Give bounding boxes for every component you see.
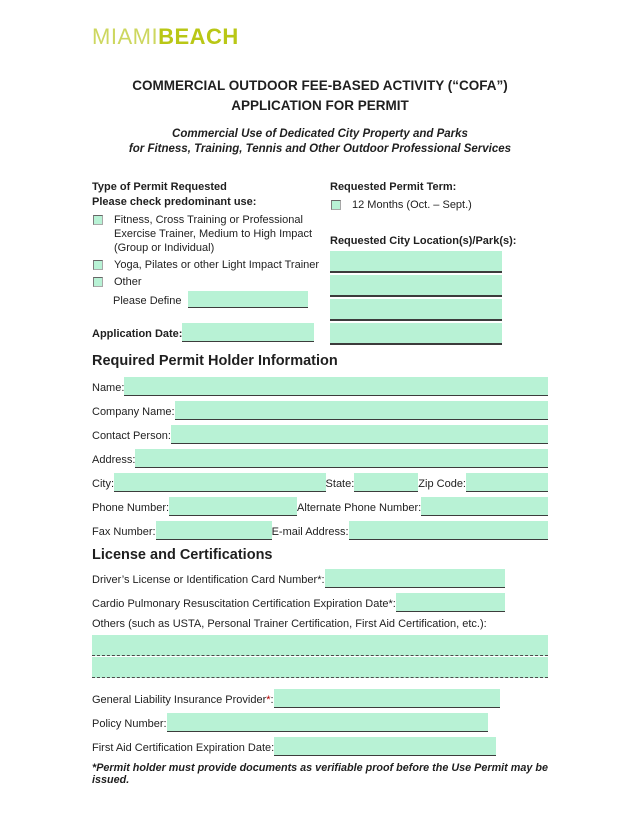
phone-row: [92, 492, 548, 516]
liability-provider-label: General Liability Insurance Provider*:: [92, 694, 274, 706]
checkbox-option-label: Yoga, Pilates or other Light Impact Trainer: [114, 259, 320, 271]
alt-phone-label: Alternate Phone Number:: [297, 502, 422, 514]
holder-info-section: [92, 352, 548, 540]
checkbox-option-label: Fitness, Cross Training or Professional Exercise Trainer, Medium to High Impact (Group or Individual): [114, 214, 313, 254]
required-asterisk: *: [266, 694, 271, 706]
location-field-3[interactable]: [330, 299, 502, 321]
state-label: State:: [325, 478, 355, 490]
form-title-line2: APPLICATION FOR PERMIT: [231, 98, 409, 113]
permit-term-section: [330, 180, 548, 345]
company-name-label: Company Name:: [92, 406, 175, 418]
zip-label: Zip Code:: [418, 478, 466, 490]
liability-provider-row: [92, 684, 548, 708]
drivers-license-label: Driver’s License or Identification Card Number*:: [92, 574, 325, 586]
form-subtitle: [0, 127, 640, 157]
policy-number-row: [92, 708, 548, 732]
form-subtitle-line1: Commercial Use of Dedicated City Property and Parks: [172, 128, 468, 140]
fax-email-row: [92, 516, 548, 540]
email-field[interactable]: [349, 521, 548, 540]
policy-number-label: Policy Number:: [92, 718, 167, 730]
address-label: Address:: [92, 454, 136, 466]
please-define-field[interactable]: [188, 291, 308, 308]
drivers-license-field[interactable]: [325, 569, 505, 588]
name-row: [92, 372, 548, 396]
locations-heading: Requested City Location(s)/Park(s):: [330, 235, 517, 247]
permit-selection-area: [92, 180, 548, 345]
checkbox-other[interactable]: [93, 277, 103, 287]
first-aid-expiration-field[interactable]: [274, 737, 496, 756]
please-define-row: [113, 291, 330, 308]
permit-term-option: [330, 198, 548, 212]
form-title-line1: COMMERCIAL OUTDOOR FEE-BASED ACTIVITY (“COFA”): [132, 78, 508, 93]
logo-beach-text: BEACH: [158, 24, 239, 49]
contact-person-row: [92, 420, 548, 444]
contact-person-label: Contact Person:: [92, 430, 171, 442]
please-define-label: Please Define: [113, 295, 182, 307]
drivers-license-row: [92, 564, 548, 588]
location-field-1[interactable]: [330, 251, 502, 273]
zip-field[interactable]: [466, 473, 548, 492]
checkbox-option-label: Other: [114, 276, 142, 288]
permit-option-yoga: [92, 258, 330, 272]
phone-field[interactable]: [169, 497, 297, 516]
name-label: Name:: [92, 382, 125, 394]
others-field-line-2[interactable]: [92, 657, 548, 678]
checkbox-fitness[interactable]: [93, 215, 103, 225]
application-date-row: [92, 318, 330, 342]
contact-person-field[interactable]: [171, 425, 548, 444]
state-field[interactable]: [354, 473, 418, 492]
policy-number-field[interactable]: [167, 713, 488, 732]
checkbox-option-label: 12 Months (Oct. – Sept.): [352, 199, 472, 211]
license-section: [92, 546, 548, 756]
alt-phone-field[interactable]: [421, 497, 548, 516]
email-label: E-mail Address:: [271, 526, 349, 538]
miami-beach-logo: [92, 24, 239, 50]
permit-type-section: [92, 180, 330, 345]
cpr-label: Cardio Pulmonary Resuscitation Certification Expiration Date*:: [92, 598, 396, 610]
application-date-label: Application Date:: [92, 328, 183, 340]
license-heading: License and Certifications: [92, 547, 273, 563]
fax-field[interactable]: [156, 521, 272, 540]
checkbox-12-months[interactable]: [331, 200, 341, 210]
application-date-field[interactable]: [182, 323, 314, 342]
permit-term-heading: Requested Permit Term:: [330, 181, 457, 193]
phone-label: Phone Number:: [92, 502, 170, 514]
form-subtitle-line2: for Fitness, Training, Tennis and Other Outdoor Professional Services: [128, 143, 512, 155]
form-title: [0, 76, 640, 116]
city-field[interactable]: [114, 473, 326, 492]
location-field-4[interactable]: [330, 323, 502, 345]
fax-label: Fax Number:: [92, 526, 156, 538]
cpr-row: [92, 588, 548, 612]
permit-option-fitness: [92, 213, 330, 255]
cpr-expiration-field[interactable]: [396, 593, 505, 612]
permit-type-heading: Type of Permit Requested: [92, 181, 227, 193]
others-label: Others (such as USTA, Personal Trainer Certification, First Aid Certification, etc.):: [92, 618, 487, 630]
company-name-field[interactable]: [175, 401, 548, 420]
first-aid-label: First Aid Certification Expiration Date:: [92, 742, 275, 754]
first-aid-row: [92, 732, 548, 756]
address-field[interactable]: [135, 449, 548, 468]
logo-miami-text: MIAMI: [92, 24, 159, 49]
liability-provider-field[interactable]: [274, 689, 500, 708]
name-field[interactable]: [124, 377, 548, 396]
holder-info-heading: Required Permit Holder Information: [92, 353, 338, 369]
others-field-line-1[interactable]: [92, 635, 548, 656]
city-state-zip-row: [92, 468, 548, 492]
company-name-row: [92, 396, 548, 420]
city-label: City:: [92, 478, 114, 490]
checkbox-yoga[interactable]: [93, 260, 103, 270]
permit-type-subheading: Please check predominant use:: [92, 196, 257, 208]
permit-option-other: [92, 275, 330, 289]
footer-note: *Permit holder must provide documents as verifiable proof before the Use Permit may be issued.: [92, 762, 548, 786]
address-row: [92, 444, 548, 468]
location-field-2[interactable]: [330, 275, 502, 297]
